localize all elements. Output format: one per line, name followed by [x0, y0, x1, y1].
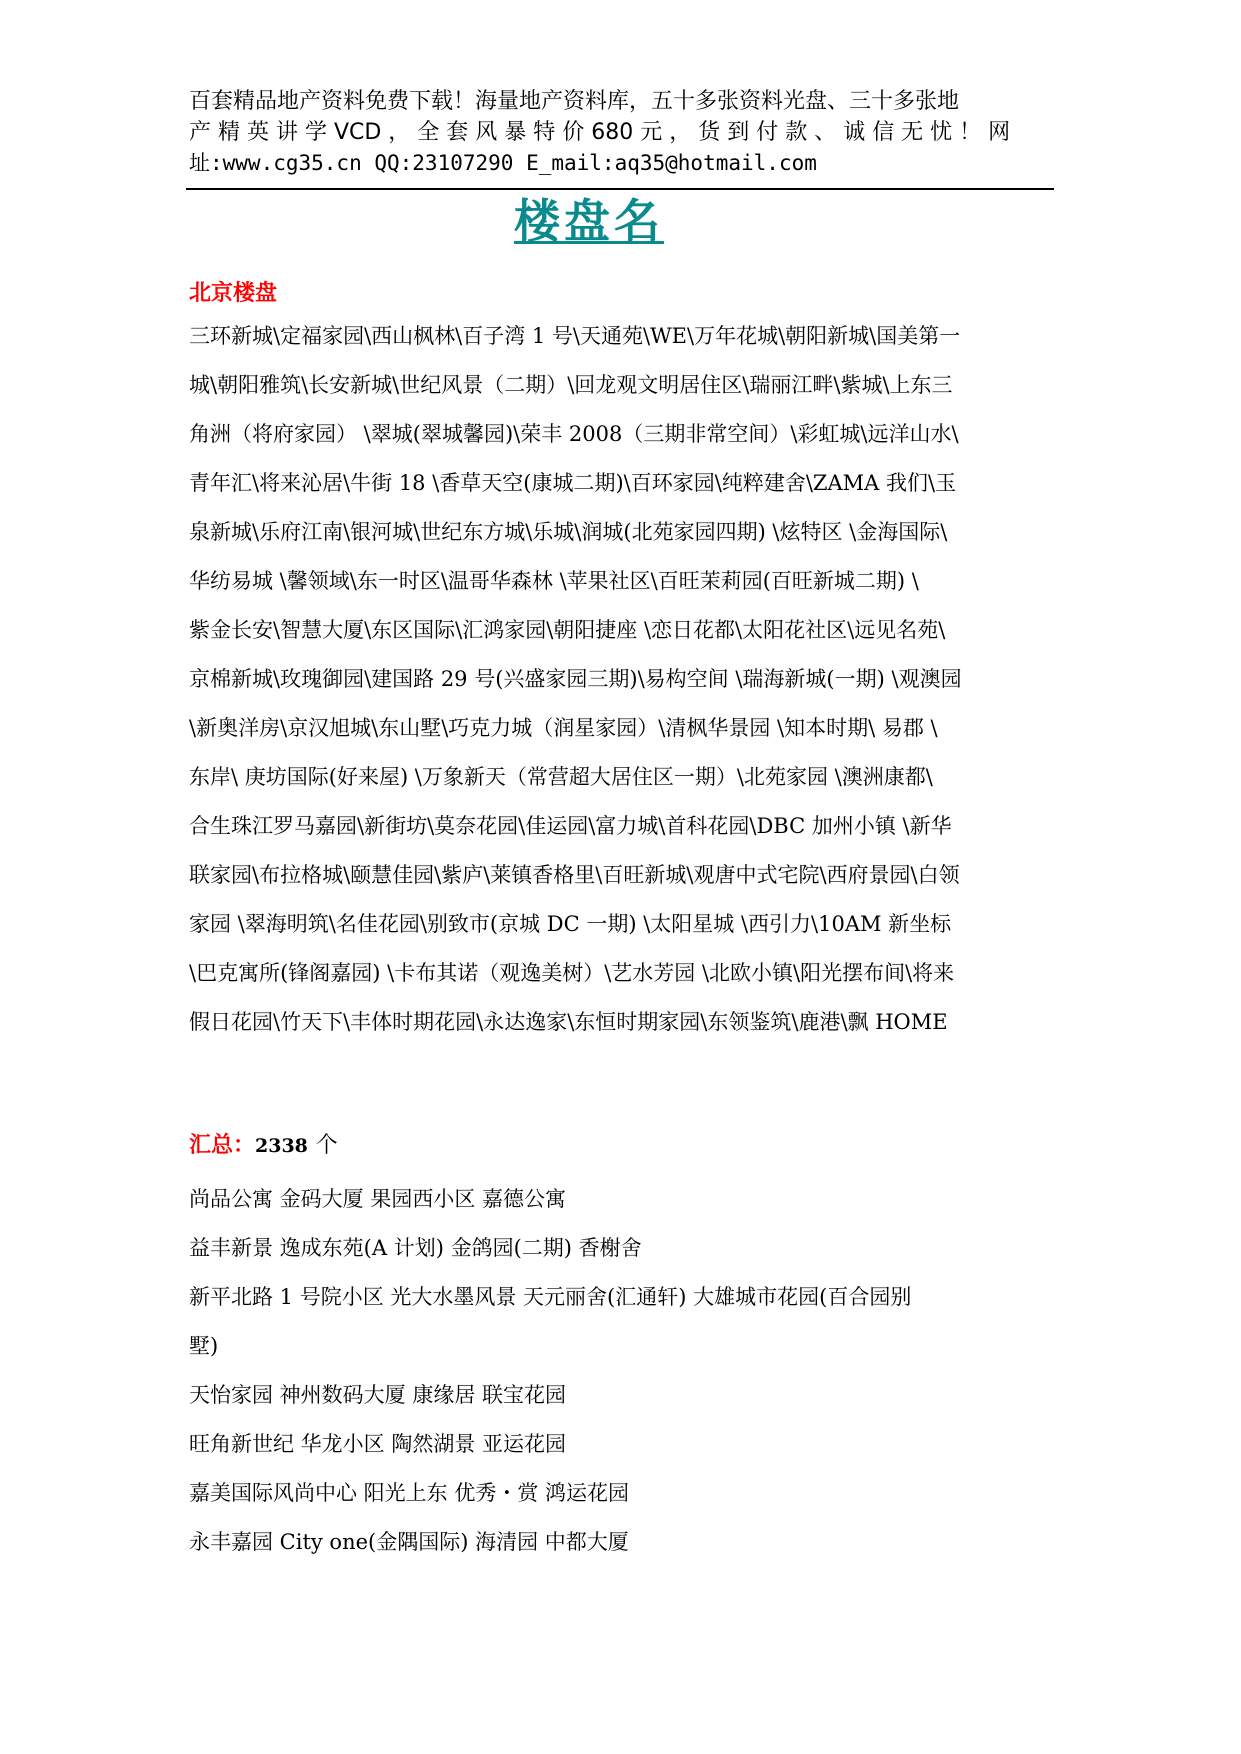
list-item: 永丰嘉园 City one(金隅国际) 海清园 中都大厦: [189, 1530, 629, 1554]
beijing-line: 京棉新城\玫瑰御园\建国路 29 号(兴盛家园三期)\易构空间 \瑞海新城(一期) \观澳园: [189, 667, 962, 691]
beijing-heading: 北京楼盘: [189, 280, 278, 306]
summary-count: 2338: [255, 1135, 308, 1157]
list-item: 墅): [189, 1334, 219, 1358]
beijing-line: \巴克寓所(锋阁嘉园) \卡布其诺（观逸美树）\艺水芳园 \北欧小镇\阳光摆布间\将来: [189, 961, 955, 985]
beijing-line: \新奥洋房\京汉旭城\东山墅\巧克力城（润星家园）\清枫华景园 \知本时期\ 易郡 \: [189, 716, 938, 740]
header-line-1: 百套精品地产资料免费下载！海量地产资料库，五十多张资料光盘、三十多张地: [189, 89, 960, 114]
list-item: 益丰新景 逸成东苑(A 计划) 金鸽园(二期) 香榭舍: [189, 1236, 642, 1260]
header-line-2: 产 精 英 讲 学 VCD ， 全 套 风 暴 特 价 680 元 ， 货 到 付 款 、 诚 信 无 忧 ！ 网: [189, 120, 1011, 145]
beijing-line: 联家园\布拉格城\颐慧佳园\紫庐\莱镇香格里\百旺新城\观唐中式宅院\西府景园\白领: [189, 863, 960, 887]
beijing-line: 合生珠江罗马嘉园\新街坊\莫奈花园\佳运园\富力城\首科花园\DBC 加州小镇 \新华: [189, 814, 952, 838]
list-item: 尚品公寓 金码大厦 果园西小区 嘉德公寓: [189, 1187, 567, 1211]
page-title: 楼盘名: [514, 194, 664, 248]
beijing-line: 城\朝阳雅筑\长安新城\世纪风景（二期）\回龙观文明居住区\瑞丽江畔\紫城\上东三: [189, 373, 953, 397]
summary-heading: [189, 1130, 338, 1161]
beijing-line: 青年汇\将来沁居\牛街 18 \香草天空(康城二期)\百环家园\纯粹建舍\ZAMA 我们\玉: [189, 471, 957, 495]
summary-unit: 个: [315, 1133, 338, 1158]
beijing-line: 华纺易城 \馨领域\东一时区\温哥华森林 \苹果社区\百旺茉莉园(百旺新城二期) \: [189, 569, 919, 593]
beijing-line: 家园 \翠海明筑\名佳花园\别致市(京城 DC 一期) \太阳星城 \西引力\10AM 新坐标: [189, 912, 952, 936]
beijing-line: 东岸\ 庚坊国际(好来屋) \万象新天（常营超大居住区一期）\北苑家园 \澳洲康都\: [189, 765, 933, 789]
beijing-line: 假日花园\竹天下\丰体时期花园\永达逸家\东恒时期家园\东领鉴筑\鹿港\飘 HOME: [189, 1010, 948, 1034]
beijing-line: 泉新城\乐府江南\银河城\世纪东方城\乐城\润城(北苑家园四期) \炫特区 \金海国际\: [189, 520, 948, 544]
beijing-line: 紫金长安\智慧大厦\东区国际\汇鸿家园\朝阳捷座 \恋日花都\太阳花社区\远见名苑\: [189, 618, 946, 642]
beijing-line: 角洲（将府家园） \翠城(翠城馨园)\荣丰 2008（三期非常空间）\彩虹城\远洋山水\: [189, 422, 959, 446]
summary-label: 汇总：: [189, 1132, 256, 1158]
list-item: 嘉美国际风尚中心 阳光上东 优秀・赏 鸿运花园: [189, 1481, 630, 1505]
beijing-line: 三环新城\定福家园\西山枫林\百子湾 1 号\天通苑\WE\万年花城\朝阳新城\国美第一: [189, 324, 961, 348]
beijing-paragraph: [189, 312, 1061, 1047]
list-item: 旺角新世纪 华龙小区 陶然湖景 亚运花园: [189, 1432, 567, 1456]
promo-header: [189, 86, 1051, 179]
list-item: 新平北路 1 号院小区 光大水墨风景 天元丽舍(汇通轩) 大雄城市花园(百合园别: [189, 1285, 912, 1309]
project-list: [189, 1175, 1061, 1567]
header-divider: [186, 188, 1054, 190]
header-line-3: 址:www.cg35.cn QQ:23107290 E_mail:aq35@hotmail.com: [189, 151, 817, 175]
list-item: 天怡家园 神州数码大厦 康缘居 联宝花园: [189, 1383, 567, 1407]
